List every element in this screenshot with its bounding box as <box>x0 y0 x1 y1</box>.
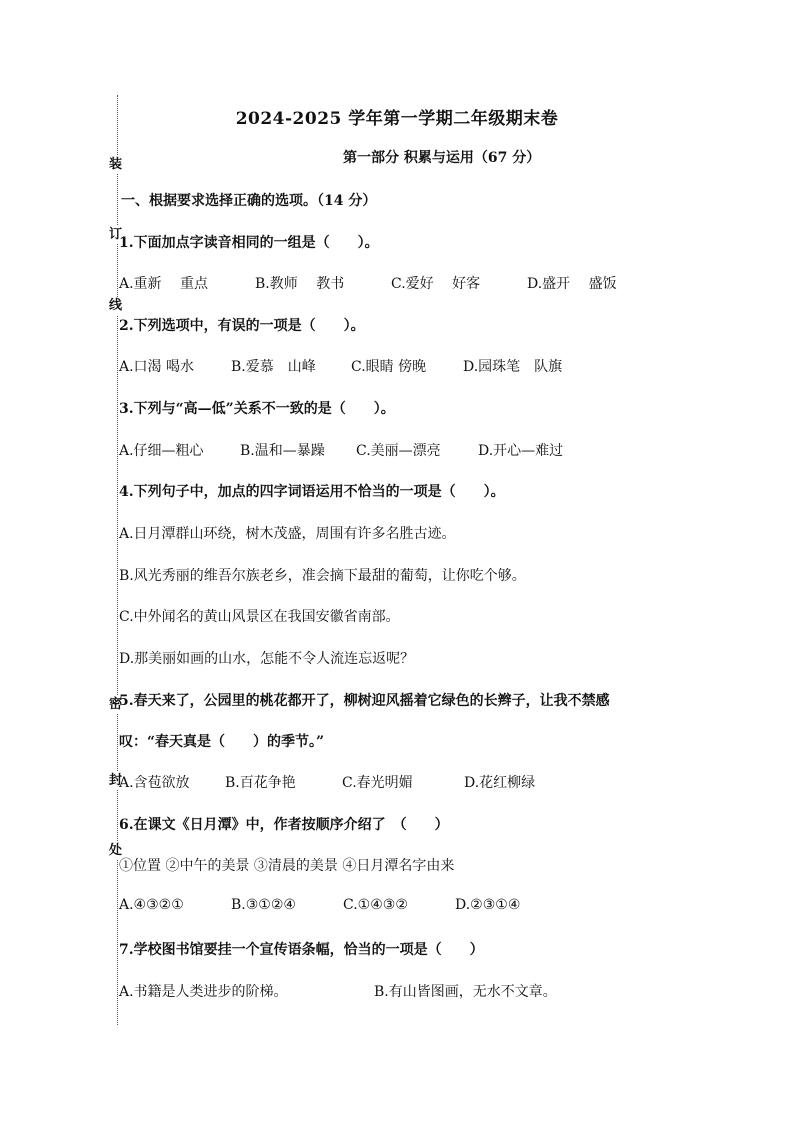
question-6-options <box>119 897 520 913</box>
q1-option-c: C.爱好 好客 <box>391 276 481 292</box>
question-6-items: ①位置 ②中午的美景 ③清晨的美景 ④日月潭名字由来 <box>119 858 455 874</box>
q2-option-a: A.口渴 喝水 <box>119 359 195 375</box>
q6-option-b: B.③①②④ <box>231 897 296 913</box>
q5-option-d: D.花红柳绿 <box>464 775 536 791</box>
margin-char-chu: 处 <box>109 843 123 858</box>
margin-char-feng: 封 <box>109 773 123 788</box>
section-heading: 一、根据要求选择正确的选项。（14 分） <box>121 193 377 209</box>
q2-option-d: D.园珠笔 队旗 <box>463 359 563 375</box>
q4-option-a: A.日月潭群山环绕，树木茂盛，周围有许多名胜古迹。 <box>119 526 456 542</box>
margin-char-mi: 密 <box>109 697 123 712</box>
q5-option-b: B.百花争艳 <box>225 775 296 791</box>
q1-option-b: B.教师 教书 <box>255 276 345 292</box>
q4-option-b: B.风光秀丽的维吾尔族老乡，准会摘下最甜的葡萄，让你吃个够。 <box>119 568 526 584</box>
question-5-options <box>119 772 535 792</box>
question-5-stem-continued: 叹：“春天真是（ ）的季节。” <box>119 734 325 750</box>
q5-option-a: A.含苞欲放 <box>119 775 190 791</box>
q6-option-d: D.②③①④ <box>455 897 521 913</box>
question-2-stem: 2.下列选项中，有误的一项是（ ）。 <box>119 318 365 334</box>
question-3-options <box>119 440 563 460</box>
q4-option-d: D.那美丽如画的山水，怎能不令人流连忘返呢？ <box>119 651 415 667</box>
part-subtitle: 第一部分 积累与运用（67 分） <box>343 150 541 166</box>
question-5-stem: 5.春天来了，公园里的桃花都开了，柳树迎风摇着它绿色的长辫子，让我不禁感 <box>119 693 610 709</box>
q3-option-d: D.开心—难过 <box>478 443 564 459</box>
margin-char-ding: 订 <box>109 227 123 242</box>
q6-option-c: C.①④③② <box>343 897 408 913</box>
question-7-stem: 7.学校图书馆要挂一个宣传语条幅，恰当的一项是（ ） <box>119 942 484 958</box>
page-title: 2024-2025 学年第一学期二年级期末卷 <box>235 109 559 129</box>
q2-option-b: B.爱慕 山峰 <box>231 359 316 375</box>
q5-option-c: C.春光明媚 <box>342 775 413 791</box>
q7-option-b: B.有山皆图画，无水不文章。 <box>374 984 557 1000</box>
q1-option-d: D.盛开 盛饭 <box>527 276 617 292</box>
question-7-options <box>119 981 557 1001</box>
q6-option-a: A.④③②① <box>119 897 184 913</box>
q1-option-a: A.重新 重点 <box>119 276 209 292</box>
question-6-stem: 6.在课文《日月潭》中，作者按顺序介绍了 （ ） <box>119 817 449 833</box>
question-3-stem: 3.下列与“高—低”关系不一致的是（ ）。 <box>119 401 395 417</box>
q2-option-c: C.眼睛 傍晚 <box>351 359 427 375</box>
question-4-stem: 4.下列句子中，加点的四字词语运用不恰当的一项是（ ）。 <box>119 484 505 500</box>
margin-char-xian: 线 <box>109 298 123 313</box>
q7-option-a: A.书籍是人类进步的阶梯。 <box>119 984 288 1000</box>
question-1-options <box>119 273 617 293</box>
q3-option-c: C.美丽—漂亮 <box>356 443 441 459</box>
q3-option-a: A.仔细—粗心 <box>119 443 204 459</box>
margin-char-zhuang: 装 <box>109 157 123 172</box>
q3-option-b: B.温和—暴躁 <box>240 443 325 459</box>
q4-option-c: C.中外闻名的黄山风景区在我国安徽省南部。 <box>119 609 400 625</box>
question-2-options <box>119 356 562 376</box>
question-1-stem: 1.下面加点字读音相同的一组是（ ）。 <box>119 235 379 251</box>
